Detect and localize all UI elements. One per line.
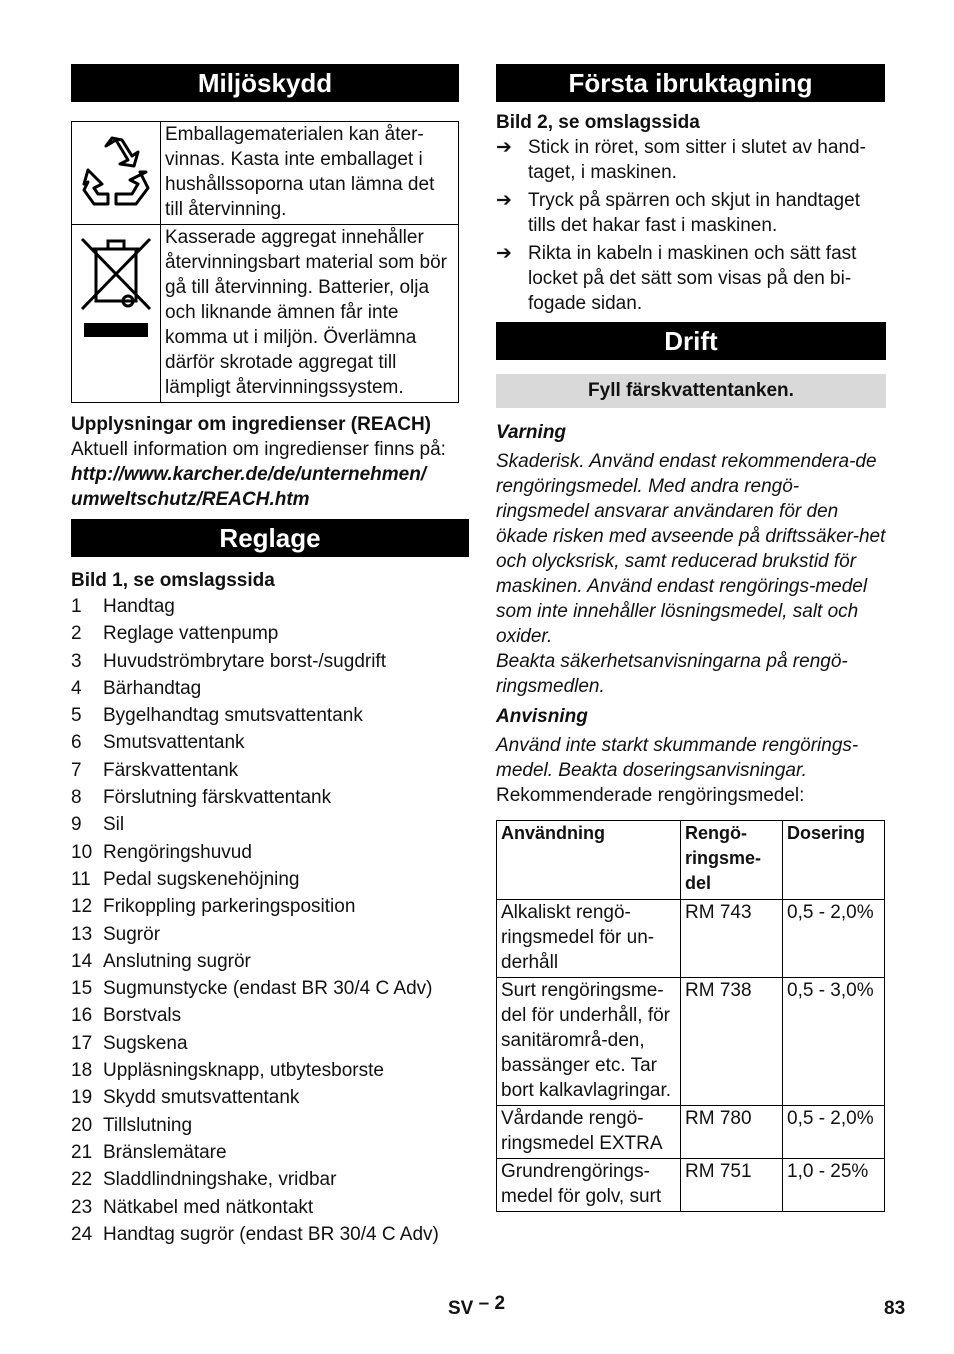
item-label: Sugrör — [103, 923, 161, 945]
table-cell: 0,5 - 3,0% — [783, 978, 885, 1106]
table-row — [497, 900, 885, 978]
item-label: Skydd smutsvattentank — [103, 1087, 300, 1109]
first-use-steps — [496, 135, 886, 316]
table-cell: 0,5 - 2,0% — [783, 900, 885, 978]
list-item — [71, 593, 469, 620]
table-cell: RM 743 — [681, 900, 783, 978]
reach-text: Aktuell information om ingredienser finns på: — [71, 439, 446, 460]
reach-heading: Upplysningar om ingredienser (REACH) — [71, 414, 431, 435]
note-text: Använd inte starkt skummande rengörings-medel. Beakta doseringsanvisningar. — [496, 735, 859, 781]
item-number: 18 — [71, 1060, 93, 1082]
section-title-environment: Miljöskydd — [71, 64, 459, 102]
subsection-title-fill-tank: Fyll färskvattentanken. — [496, 374, 886, 408]
item-label: Färskvattentank — [103, 759, 239, 781]
table-header-row — [497, 821, 885, 900]
item-label: Handtag sugrör (endast BR 30/4 C Adv) — [103, 1223, 439, 1245]
recycle-icon-cell — [72, 122, 161, 225]
list-item — [71, 921, 469, 948]
environment-text: Kasserade aggregat innehåller återvinningsbart material som bör gå till återvinning. Batterier, olja och liknande ämnen får inte komma ut i miljön. Överlämna därför skrotade aggregat till lämpligt återvinningssystem. — [161, 225, 459, 403]
item-label: Sladdlindningshake, vridbar — [103, 1169, 337, 1191]
item-number: 9 — [71, 814, 82, 836]
reach-link-line1[interactable]: http://www.karcher.de/de/unternehmen/ — [71, 464, 427, 485]
step-item — [496, 241, 886, 316]
item-label: Borstvals — [103, 1005, 182, 1027]
arrow-right-icon: ➔ — [496, 190, 512, 211]
table-cell: RM 751 — [681, 1159, 783, 1212]
list-item — [71, 893, 469, 920]
list-item — [71, 975, 469, 1002]
controls-figure-ref: Bild 1, se omslagssida — [71, 570, 275, 591]
environment-table — [71, 121, 459, 403]
step-item — [496, 135, 886, 185]
item-number: 12 — [71, 896, 93, 918]
environment-text: Emballagematerialen kan åter-vinnas. Kasta inte emballaget i hushållssoporna utan lämna det till återvinning. — [161, 122, 459, 225]
list-item — [71, 1030, 469, 1057]
step-item — [496, 188, 886, 238]
step-text: Rikta in kabeln i maskinen och sätt fast locket på det sätt som visas på den bi-fogade sidan. — [528, 243, 857, 314]
section-title-first-use: Första ibruktagning — [496, 64, 885, 102]
crossed-bin-icon — [76, 233, 156, 343]
recommended-label: Rekommenderade rengöringsmedel: — [496, 785, 805, 806]
item-number: 7 — [71, 759, 82, 781]
table-row — [497, 978, 885, 1106]
list-item — [71, 1057, 469, 1084]
list-item — [71, 839, 469, 866]
item-label: Sugmunstycke (endast BR 30/4 C Adv) — [103, 978, 433, 1000]
item-number: 15 — [71, 978, 93, 1000]
table-cell: Grundrengörings-medel för golv, surt — [497, 1159, 681, 1212]
item-number: 19 — [71, 1087, 93, 1109]
item-number: 13 — [71, 923, 93, 945]
item-number: 5 — [71, 705, 82, 727]
cleaning-agents-table — [496, 820, 885, 1212]
list-item — [71, 1112, 469, 1139]
list-item — [71, 784, 469, 811]
column-header: Dosering — [783, 821, 885, 900]
item-label: Tillslutning — [103, 1114, 193, 1136]
environment-row — [72, 122, 459, 225]
item-number: 1 — [71, 596, 82, 617]
table-cell: RM 738 — [681, 978, 783, 1106]
item-label: Huvudströmbrytare borst-/sugdrift — [103, 650, 386, 672]
item-number: 14 — [71, 950, 93, 972]
note-label: Anvisning — [496, 706, 588, 727]
list-item — [71, 866, 469, 893]
table-cell: Surt rengöringsme-del för underhåll, för sanitärområ-den, bassänger etc. Tar bort kalkavlagringar. — [497, 978, 681, 1106]
item-number: 2 — [71, 623, 82, 645]
controls-list — [71, 593, 469, 1248]
item-number: 24 — [71, 1223, 93, 1245]
list-item — [71, 648, 469, 675]
item-label: Pedal sugskenehöjning — [103, 868, 300, 890]
section-title-controls: Reglage — [71, 519, 469, 557]
item-number: 17 — [71, 1032, 93, 1054]
step-text: Tryck på spärren och skjut in handtaget tills det hakar fast i maskinen. — [528, 190, 860, 236]
item-number: 16 — [71, 1005, 93, 1027]
item-label: Sugskena — [103, 1032, 188, 1054]
item-number: 4 — [71, 677, 82, 699]
item-label: Anslutning sugrör — [103, 950, 251, 972]
item-number: 11 — [71, 868, 91, 890]
arrow-right-icon: ➔ — [496, 243, 512, 264]
item-label: Bränslemätare — [103, 1141, 227, 1163]
table-cell: 0,5 - 2,0% — [783, 1106, 885, 1159]
list-item — [71, 1194, 469, 1221]
item-label: Handtag — [103, 596, 175, 617]
list-item — [71, 1002, 469, 1029]
column-header: Rengö-ringsme-del — [681, 821, 783, 900]
crossed-bin-icon-cell — [72, 225, 161, 403]
section-number: – 2 — [478, 1293, 506, 1314]
list-item — [71, 757, 469, 784]
step-text: Stick in röret, som sitter i slutet av hand-taget, i maskinen. — [528, 137, 866, 183]
table-row — [497, 1106, 885, 1159]
item-number: 6 — [71, 732, 82, 754]
item-label: Reglage vattenpump — [103, 623, 279, 645]
item-label: Frikoppling parkeringsposition — [103, 896, 356, 918]
item-label: Bärhandtag — [103, 677, 202, 699]
arrow-right-icon: ➔ — [496, 137, 512, 158]
item-label: Bygelhandtag smutsvattentank — [103, 705, 363, 727]
table-cell: RM 780 — [681, 1106, 783, 1159]
item-label: Nätkabel med nätkontakt — [103, 1196, 314, 1218]
environment-row — [72, 225, 459, 403]
item-label: Förslutning färskvattentank — [103, 787, 332, 809]
list-item — [71, 948, 469, 975]
item-number: 20 — [71, 1114, 93, 1136]
reach-link-line2[interactable]: umweltschutz/REACH.htm — [71, 489, 310, 510]
list-item — [71, 1139, 469, 1166]
page-number: 83 — [884, 1298, 906, 1319]
item-number: 3 — [71, 650, 82, 672]
list-item — [71, 1166, 469, 1193]
warning-text-2: Beakta säkerhetsanvisningarna på rengö-ringsmedlen. — [496, 651, 848, 697]
first-use-figure-ref: Bild 2, se omslagssida — [496, 112, 700, 133]
language-code: SV — [448, 1298, 474, 1319]
list-item — [71, 1221, 469, 1248]
footer-language — [448, 1293, 506, 1320]
item-label: Smutsvattentank — [103, 732, 245, 754]
list-item — [71, 811, 469, 838]
list-item — [71, 675, 469, 702]
item-number: 8 — [71, 787, 82, 809]
item-number: 23 — [71, 1196, 93, 1218]
left-column — [71, 64, 469, 1248]
item-label: Uppläsningsknapp, utbytesborste — [103, 1060, 384, 1082]
table-cell: 1,0 - 25% — [783, 1159, 885, 1212]
list-item — [71, 1084, 469, 1111]
warning-label: Varning — [496, 422, 567, 443]
warning-text: Skaderisk. Använd endast rekommendera-de rengöringsmedel. Med andra rengö-ringsmedel ansvarar användaren för den ökade risken med avseende på driftssäker-het och olycksrisk, samt reducerad brukstid för maskinen. Använd endast rengörings-medel som inte innehåller lösningsmedel, salt och oxider. — [496, 451, 886, 647]
column-header: Användning — [497, 821, 681, 900]
table-cell: Alkaliskt rengö-ringsmedel för un-derhåll — [497, 900, 681, 978]
list-item — [71, 702, 469, 729]
recycle-icon — [76, 132, 156, 212]
item-number: 21 — [71, 1141, 93, 1163]
item-number: 10 — [71, 841, 93, 863]
right-column — [496, 64, 886, 1212]
section-title-operation: Drift — [496, 322, 886, 360]
table-row — [497, 1159, 885, 1212]
item-label: Rengöringshuvud — [103, 841, 252, 863]
table-cell: Vårdande rengö-ringsmedel EXTRA — [497, 1106, 681, 1159]
list-item — [71, 620, 469, 647]
list-item — [71, 729, 469, 756]
item-number: 22 — [71, 1169, 93, 1191]
item-label: Sil — [103, 814, 125, 836]
